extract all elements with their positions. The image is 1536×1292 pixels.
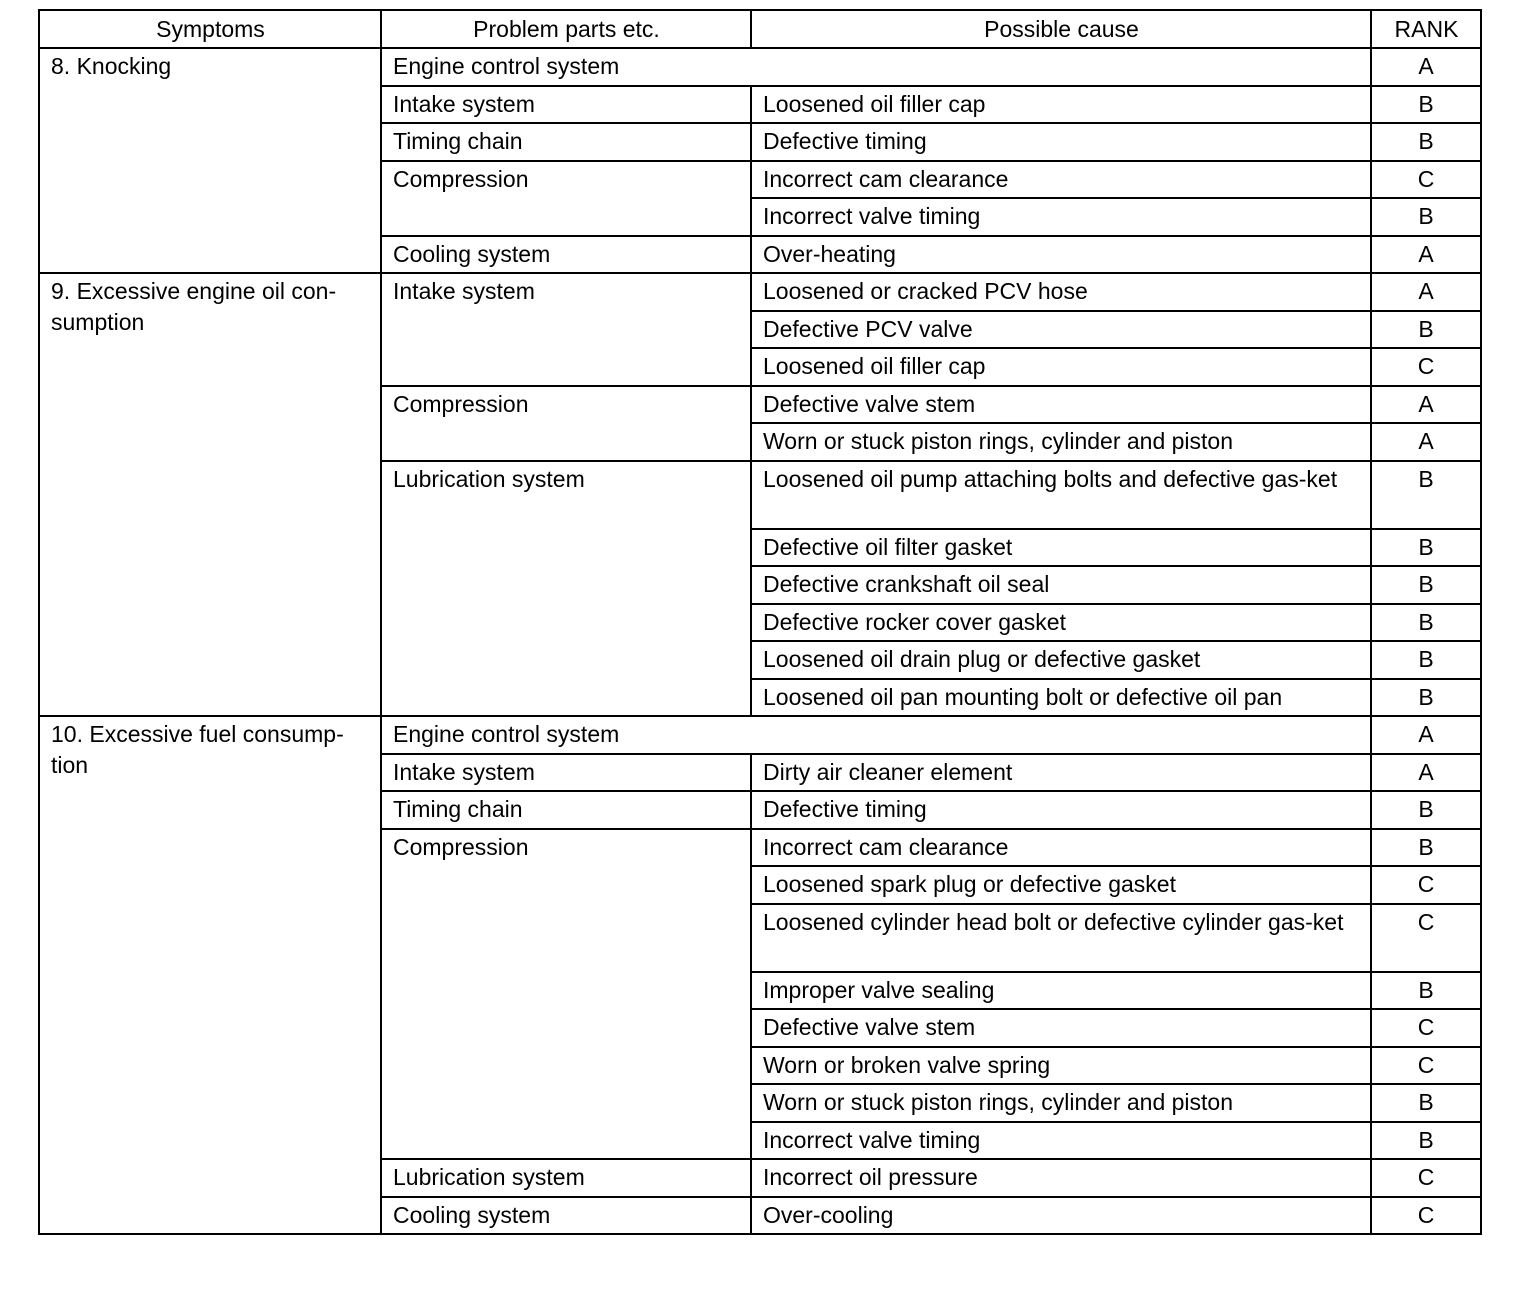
rank-cell: B <box>1371 604 1481 642</box>
possible-cause-cell: Loosened oil drain plug or defective gasket <box>751 641 1371 679</box>
rank-cell: A <box>1371 386 1481 424</box>
possible-cause-cell: Defective valve stem <box>751 386 1371 424</box>
rank-cell: A <box>1371 423 1481 461</box>
header-problem-parts: Problem parts etc. <box>381 10 751 48</box>
table-body <box>39 48 1481 1234</box>
rank-cell: C <box>1371 161 1481 199</box>
header-symptoms: Symptoms <box>39 10 381 48</box>
problem-part-cell: Intake system <box>381 754 751 792</box>
possible-cause-cell: Loosened oil pan mounting bolt or defective oil pan <box>751 679 1371 717</box>
problem-part-cell: Compression <box>381 386 751 461</box>
problem-part-cell: Intake system <box>381 273 751 386</box>
rank-cell: B <box>1371 972 1481 1010</box>
possible-cause-cell: Defective timing <box>751 791 1371 829</box>
table-row <box>39 48 1481 86</box>
rank-cell: B <box>1371 566 1481 604</box>
problem-part-cell: Compression <box>381 829 751 1160</box>
possible-cause-cell: Incorrect cam clearance <box>751 161 1371 199</box>
possible-cause-cell: Worn or stuck piston rings, cylinder and piston <box>751 423 1371 461</box>
rank-cell: A <box>1371 273 1481 311</box>
rank-cell: B <box>1371 198 1481 236</box>
rank-cell: B <box>1371 311 1481 349</box>
rank-cell: C <box>1371 1197 1481 1235</box>
possible-cause-cell: Loosened oil filler cap <box>751 86 1371 124</box>
possible-cause-cell: Defective crankshaft oil seal <box>751 566 1371 604</box>
table-row <box>39 716 1481 754</box>
problem-part-cell: Engine control system <box>381 716 1371 754</box>
rank-cell: B <box>1371 1122 1481 1160</box>
possible-cause-cell: Over-cooling <box>751 1197 1371 1235</box>
problem-part-cell: Timing chain <box>381 791 751 829</box>
rank-cell: C <box>1371 1009 1481 1047</box>
rank-cell: B <box>1371 791 1481 829</box>
problem-part-cell: Compression <box>381 161 751 236</box>
possible-cause-cell: Improper valve sealing <box>751 972 1371 1010</box>
rank-cell: B <box>1371 461 1481 529</box>
rank-cell: C <box>1371 348 1481 386</box>
possible-cause-cell: Defective rocker cover gasket <box>751 604 1371 642</box>
possible-cause-cell: Loosened spark plug or defective gasket <box>751 866 1371 904</box>
problem-part-cell: Engine control system <box>381 48 1371 86</box>
possible-cause-cell: Incorrect oil pressure <box>751 1159 1371 1197</box>
symptom-cell: 8. Knocking <box>39 48 381 273</box>
possible-cause-cell: Incorrect valve timing <box>751 1122 1371 1160</box>
rank-cell: B <box>1371 1084 1481 1122</box>
symptom-cell: 9. Excessive engine oil con-sumption <box>39 273 381 716</box>
possible-cause-cell: Loosened oil filler cap <box>751 348 1371 386</box>
rank-cell: C <box>1371 1047 1481 1085</box>
rank-cell: B <box>1371 86 1481 124</box>
symptom-cell: 10. Excessive fuel consump-tion <box>39 716 381 1234</box>
possible-cause-cell: Defective valve stem <box>751 1009 1371 1047</box>
rank-cell: B <box>1371 679 1481 717</box>
problem-part-cell: Cooling system <box>381 236 751 274</box>
rank-cell: A <box>1371 236 1481 274</box>
header-possible-cause: Possible cause <box>751 10 1371 48</box>
rank-cell: B <box>1371 123 1481 161</box>
rank-cell: B <box>1371 829 1481 867</box>
rank-cell: A <box>1371 716 1481 754</box>
rank-cell: C <box>1371 1159 1481 1197</box>
possible-cause-cell: Worn or broken valve spring <box>751 1047 1371 1085</box>
possible-cause-cell: Over-heating <box>751 236 1371 274</box>
possible-cause-cell: Loosened cylinder head bolt or defective cylinder gas-ket <box>751 904 1371 972</box>
possible-cause-cell: Defective timing <box>751 123 1371 161</box>
rank-cell: C <box>1371 904 1481 972</box>
problem-part-cell: Lubrication system <box>381 1159 751 1197</box>
rank-cell: B <box>1371 641 1481 679</box>
possible-cause-cell: Loosened oil pump attaching bolts and defective gas-ket <box>751 461 1371 529</box>
rank-cell: C <box>1371 866 1481 904</box>
problem-part-cell: Timing chain <box>381 123 751 161</box>
possible-cause-cell: Loosened or cracked PCV hose <box>751 273 1371 311</box>
rank-cell: A <box>1371 754 1481 792</box>
possible-cause-cell: Dirty air cleaner element <box>751 754 1371 792</box>
symptom-table <box>38 9 1482 1235</box>
problem-part-cell: Lubrication system <box>381 461 751 717</box>
possible-cause-cell: Defective PCV valve <box>751 311 1371 349</box>
table-row <box>39 273 1481 311</box>
possible-cause-cell: Incorrect cam clearance <box>751 829 1371 867</box>
possible-cause-cell: Incorrect valve timing <box>751 198 1371 236</box>
possible-cause-cell: Worn or stuck piston rings, cylinder and piston <box>751 1084 1371 1122</box>
header-rank: RANK <box>1371 10 1481 48</box>
problem-part-cell: Cooling system <box>381 1197 751 1235</box>
rank-cell: A <box>1371 48 1481 86</box>
possible-cause-cell: Defective oil filter gasket <box>751 529 1371 567</box>
rank-cell: B <box>1371 529 1481 567</box>
problem-part-cell: Intake system <box>381 86 751 124</box>
